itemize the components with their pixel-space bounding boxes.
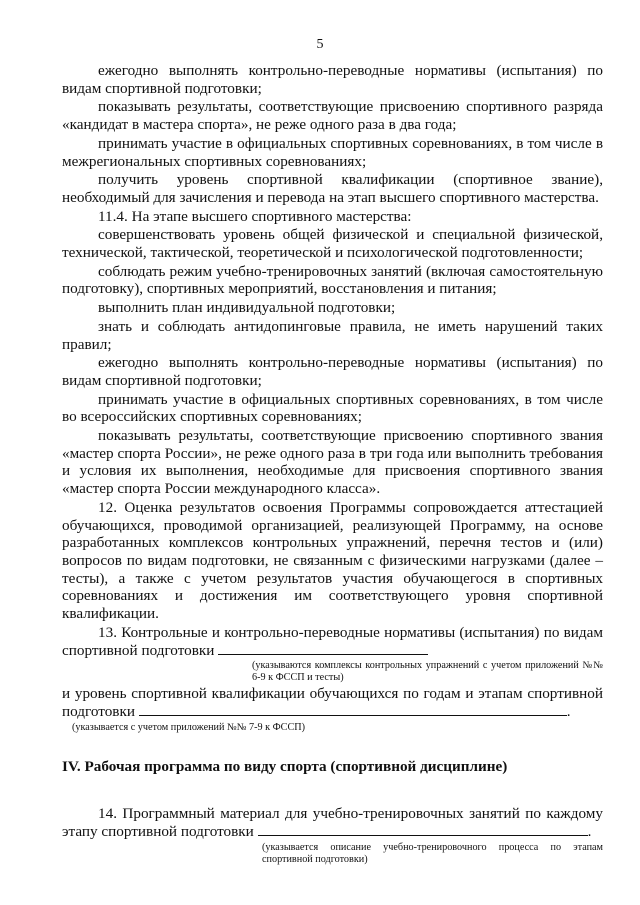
paragraph: показывать результаты, соответствующие присвоению спортивного звания «мастер спорта России», не реже одного раза в три года или выполнить требования и условия их выполнения, необходимые для присвоения спортивного звания «мастер спорта России международного класса». — [62, 427, 603, 498]
item-13-end: . — [566, 702, 571, 720]
item-13-text: 13. Контрольные и контрольно-переводные нормативы (испытания) по видам спортивной подготовки — [62, 623, 603, 659]
item-13-note2: (указывается с учетом приложений №№ 7-9 к ФССП) — [72, 721, 305, 733]
paragraph: совершенствовать уровень общей физической и специальной физической, технической, тактической, теоретической и психологической подготовленности; — [62, 226, 603, 262]
item-13 — [62, 624, 603, 659]
blank-line — [218, 642, 428, 655]
item-14 — [62, 805, 603, 840]
item-13-note: (указываются комплексы контрольных упражнений с учетом приложений №№ 6-9 к ФССП и тесты) — [252, 660, 603, 684]
paragraph: показывать результаты, соответствующие присвоению спортивного разряда «кандидат в мастера спорта», не реже одного раза в два года; — [62, 98, 603, 134]
item-14-end: . — [587, 823, 592, 841]
item-13-text2: и уровень спортивной квалификации обучающихся по годам и этапам спортивной подготовки — [62, 685, 603, 720]
paragraph: принимать участие в официальных спортивных соревнованиях, в том числе в межрегиональных спортивных соревнованиях; — [62, 134, 603, 170]
item-14-note: (указывается описание учебно-тренировочного процесса по этапам спортивной подготовки) — [262, 841, 603, 865]
page-number: 5 — [316, 37, 324, 52]
paragraph: ежегодно выполнять контрольно-переводные нормативы (испытания) по видам спортивной подготовки; — [62, 354, 603, 389]
paragraph: 12. Оценка результатов освоения Программы сопровождается аттестацией обучающихся, проводимой организацией, реализующей Программу, на основе разработанных комплексов контрольных упражнений, перечня тестов и (или) вопросов по видам подготовки, не связанным с физическими нагрузками (далее – тесты), а также с учетом результатов участия обучающегося в спортивных соревнованиях и достижения им соответствующего уровня спортивной квалификации. — [62, 498, 603, 623]
section-heading: IV. Рабочая программа по виду спорта (спортивной дисциплине) — [62, 757, 508, 775]
blank-line — [258, 823, 588, 836]
paragraph: знать и соблюдать антидопинговые правила, не иметь нарушений таких правил; — [62, 317, 603, 353]
paragraph: 11.4. На этапе высшего спортивного мастерства: — [98, 207, 412, 225]
paragraph: получить уровень спортивной квалификации (спортивное звание), необходимый для зачисления и перевода на этап высшего спортивного мастерства. — [62, 171, 603, 206]
item-13-continuation — [62, 685, 603, 720]
document-body — [62, 62, 603, 867]
paragraph: принимать участие в официальных спортивных соревнованиях, в том числе во всероссийских спортивных соревнованиях; — [62, 390, 603, 426]
item-14-text: 14. Программный материал для учебно-тренировочных занятий по каждому этапу спортивной подготовки — [62, 805, 603, 841]
paragraph: соблюдать режим учебно-тренировочных занятий (включая самостоятельную подготовку), спортивных мероприятий, восстановления и питания; — [62, 262, 603, 298]
paragraph: ежегодно выполнять контрольно-переводные нормативы (испытания) по видам спортивной подготовки; — [62, 62, 603, 97]
paragraph: выполнить план индивидуальной подготовки; — [98, 299, 396, 317]
blank-line — [139, 703, 567, 716]
